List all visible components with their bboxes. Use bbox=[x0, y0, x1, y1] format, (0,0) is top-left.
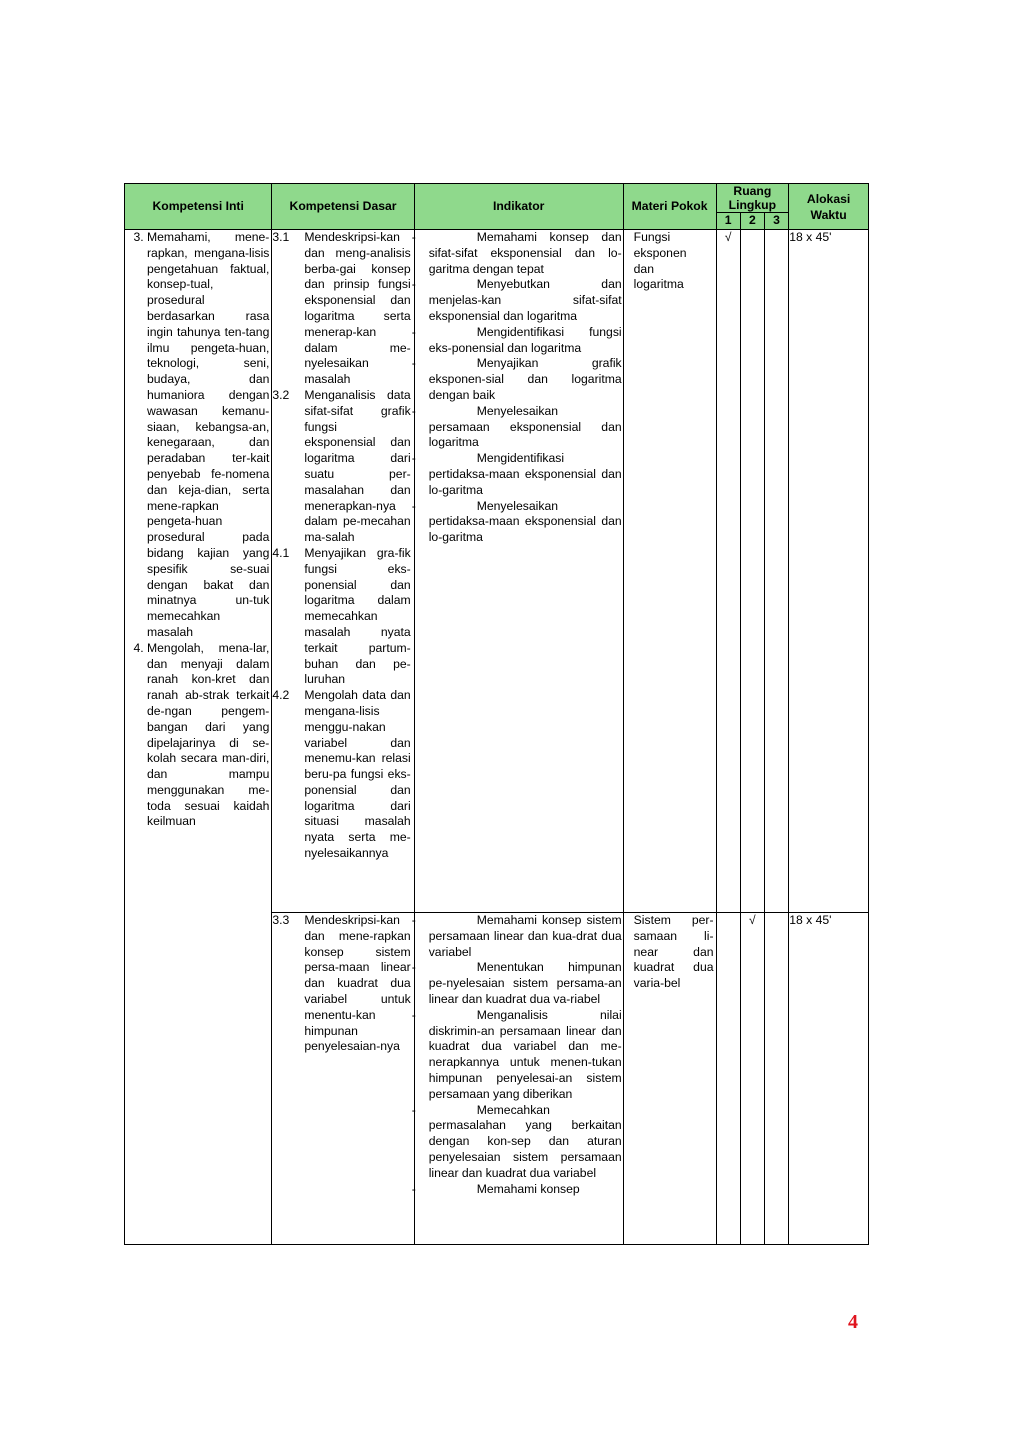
table-row bbox=[125, 230, 869, 913]
ruang-lingkup-1-cell bbox=[716, 913, 740, 1245]
kd-text: Menganalisis data sifat-sifat grafik fungsi eksponensial dan logaritma dari suatu per-masalahan dan menerapkan-nya dalam pe-mecahan ma-salah bbox=[304, 387, 411, 545]
indikator-item: - Menyajikan grafik eksponen-sial dan logaritma dengan baik bbox=[411, 356, 622, 402]
kompetensi-inti-cell bbox=[125, 230, 272, 1245]
header-ruang-lingkup: Ruang Lingkup bbox=[716, 184, 789, 213]
indikator-item: - Menganalisis nilai diskrimin-an persamaan linear dan kuadrat dua variabel dan me-nerapkannya untuk menen-tukan himpunan penyelesai-an sistem persamaan yang diberikan bbox=[411, 1007, 622, 1101]
kd-number: 3.3 bbox=[272, 913, 290, 927]
indikator-item: - Memahami konsep bbox=[411, 1181, 580, 1196]
indikator-item: - Menyelesaikan persamaan eksponensial dan logaritma bbox=[411, 403, 622, 450]
header-ruang-lingkup-3: 3 bbox=[764, 213, 788, 230]
kd-number: 3.1 bbox=[272, 230, 290, 244]
indikator-item: - Memahami konsep sistem persamaan linear dan kua-drat dua variabel bbox=[411, 913, 622, 959]
kd-number: 4.1 bbox=[272, 545, 290, 560]
header-indikator: Indikator bbox=[414, 184, 623, 230]
page-number: 4 bbox=[848, 1311, 858, 1333]
ruang-lingkup-2-cell: √ bbox=[740, 913, 764, 1245]
header-kompetensi-dasar: Kompetensi Dasar bbox=[272, 184, 414, 230]
ruang-lingkup-1-cell: √ bbox=[716, 230, 740, 913]
materi-pokok-text: Sistem per-samaan li-near dan kuadrat dua varia-bel bbox=[633, 913, 714, 991]
indikator-item: - Menentukan himpunan pe-nyelesaian sistem persama-an linear dan kuadrat dua va-riabel bbox=[411, 960, 622, 1006]
kd-text: Mendeskripsi-kan dan meng-analisis berba-gai konsep dan prinsip fungsi eksponensial dan logaritma serta menerap-kan dalam me-nyelesaikan masalah bbox=[304, 230, 411, 387]
materi-pokok-cell bbox=[623, 913, 716, 1245]
kompetensi-dasar-item bbox=[272, 688, 413, 862]
indikator-item: - Menyebutkan dan menjelas-kan sifat-sifat eksponensial dan logaritma bbox=[411, 277, 622, 323]
alokasi-waktu-cell: 18 x 45' bbox=[789, 913, 869, 1245]
kompetensi-dasar-item bbox=[272, 913, 413, 1055]
indikator-item: - Mengidentifikasi pertidaksa-maan eksponensial dan lo-garitma bbox=[411, 451, 622, 497]
alokasi-waktu-cell: 18 x 45' bbox=[789, 230, 869, 913]
kompetensi-dasar-item bbox=[272, 546, 413, 688]
kd-number: 4.2 bbox=[272, 688, 290, 703]
header-alokasi-waktu: Alokasi Waktu bbox=[789, 184, 869, 230]
kompetensi-dasar-cell bbox=[272, 230, 414, 913]
header-ruang-lingkup-2: 2 bbox=[740, 213, 764, 230]
kompetensi-inti-item: 3. Memahami, mene-rapkan, mengana-lisis pengetahuan faktual, konsep-tual, prosedural berdasarkan rasa ingin tahunya ten-tang ilmu pengeta-huan, teknologi, seni, budaya, dan humaniora dengan wawasan kemanu-siaan, kebangsa-an, kenegaraan, dan peradaban ter-kait penyebab fe-nomena dan keja-dian, serta mene-rapkan pengeta-huan prosedural pada bidang kajian yang spesifik se-suai dengan bakat dan minatnya un-tuk memecahkan masalah bbox=[147, 230, 269, 641]
kompetensi-dasar-cell bbox=[272, 913, 414, 1245]
kompetensi-dasar-item bbox=[272, 388, 413, 546]
ruang-lingkup-3-cell bbox=[764, 230, 788, 913]
indikator-cell bbox=[411, 230, 623, 913]
ruang-lingkup-2-cell bbox=[740, 230, 764, 913]
header-materi-pokok: Materi Pokok bbox=[623, 184, 716, 230]
kd-text: Mendeskripsi-kan dan mene-rapkan konsep sistem persa-maan linear dan kuadrat dua variabel untuk menentu-kan himpunan penyelesaian-nya bbox=[304, 913, 411, 1054]
indikator-item: - Memahami konsep dan sifat-sifat eksponensial dan lo-garitma dengan tepat bbox=[411, 230, 622, 276]
indikator-item: - Mengidentifikasi fungsi eks-ponensial dan logaritma bbox=[411, 324, 622, 355]
header-kompetensi-inti: Kompetensi Inti bbox=[125, 184, 272, 230]
kompetensi-dasar-item bbox=[272, 230, 413, 388]
ruang-lingkup-3-cell bbox=[764, 913, 788, 1245]
kd-text: Menyajikan gra-fik fungsi eks-ponensial dan logaritma dalam memecahkan masalah nyata terkait partum-buhan dan pe-luruhan bbox=[304, 545, 411, 687]
indikator-item: - Memecahkan permasalahan yang berkaitan dengan kon-sep dan aturan penyelesaian sistem persamaan linear dan kuadrat dua variabel bbox=[411, 1102, 622, 1180]
kompetensi-inti-item: 4. Mengolah, mena-lar, dan menyaji dalam ranah kon-kret dan ranah ab-strak terkait de-ngan pengem-bangan dari yang dipelajarinya di se-kolah secara man-diri, dan mampu menggunakan me-toda sesuai kaidah keilmuan bbox=[147, 641, 269, 831]
kd-text: Mengolah data dan mengana-lisis menggu-nakan variabel dan menemu-kan relasi beru-pa fungsi eks-ponensial dan logaritma dari situasi masalah nyata serta me-nyelesaikannya bbox=[304, 688, 411, 861]
kd-number: 3.2 bbox=[272, 387, 290, 402]
materi-pokok-text: Fungsi eksponen dan logaritma bbox=[633, 230, 687, 292]
header-ruang-lingkup-1: 1 bbox=[716, 213, 740, 230]
silabus-table bbox=[124, 183, 869, 1245]
indikator-item: - Menyelesaikan pertidaksa-maan eksponensial dan lo-garitma bbox=[411, 498, 622, 545]
indikator-cell bbox=[411, 913, 623, 1245]
materi-pokok-cell bbox=[623, 230, 716, 913]
